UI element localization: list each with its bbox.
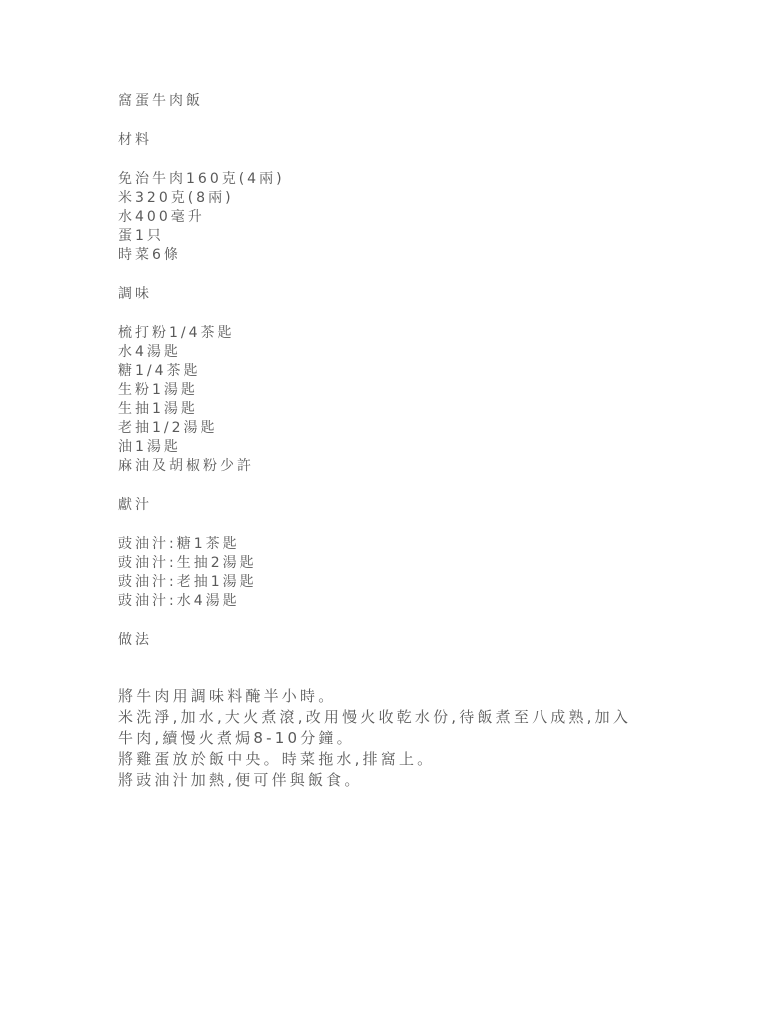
method-line: 將雞蛋放於飯中央。時菜拖水,排窩上。 [118, 750, 436, 768]
ingredients-heading: 材料 [118, 132, 152, 148]
ingredient-item: 蛋1只 [118, 228, 164, 244]
seasoning-item: 油1湯匙 [118, 439, 181, 455]
sauce-item: 豉油汁:水4湯匙 [118, 593, 240, 609]
recipe-title: 窩蛋牛肉飯 [118, 93, 203, 109]
method-list [118, 686, 738, 791]
seasoning-item: 梳打粉1/4茶匙 [118, 325, 235, 341]
ingredient-item: 免治牛肉160克(4兩) [118, 171, 285, 187]
method-heading: 做法 [118, 632, 152, 648]
seasoning-item: 麻油及胡椒粉少許 [118, 458, 254, 474]
seasoning-item: 老抽1/2湯匙 [118, 420, 218, 436]
ingredient-item: 時菜6條 [118, 247, 181, 263]
seasoning-list [118, 324, 738, 476]
method-line: 將牛肉用調味料醃半小時。 [118, 687, 337, 705]
recipe-document [118, 92, 738, 791]
seasoning-item: 糖1/4茶匙 [118, 363, 201, 379]
seasoning-item: 生粉1湯匙 [118, 382, 198, 398]
sauce-heading: 獻汁 [118, 497, 152, 513]
method-line: 米洗淨,加水,大火煮滾,改用慢火收乾水份,待飯煮至八成熟,加入 [118, 708, 632, 726]
method-line: 牛肉,續慢火煮焗8-10分鐘。 [118, 729, 355, 747]
method-line: 將豉油汁加熱,便可伴與飯食。 [118, 771, 363, 789]
sauce-item: 豉油汁:糖1茶匙 [118, 536, 240, 552]
sauce-item: 豉油汁:老抽1湯匙 [118, 574, 257, 590]
sauce-item: 豉油汁:生抽2湯匙 [118, 555, 257, 571]
ingredient-item: 水400毫升 [118, 209, 205, 225]
sauce-list [118, 535, 738, 611]
seasoning-item: 水4湯匙 [118, 344, 181, 360]
seasoning-item: 生抽1湯匙 [118, 401, 198, 417]
seasoning-heading: 調味 [118, 286, 152, 302]
ingredients-list [118, 170, 738, 265]
ingredient-item: 米320克(8兩) [118, 190, 234, 206]
